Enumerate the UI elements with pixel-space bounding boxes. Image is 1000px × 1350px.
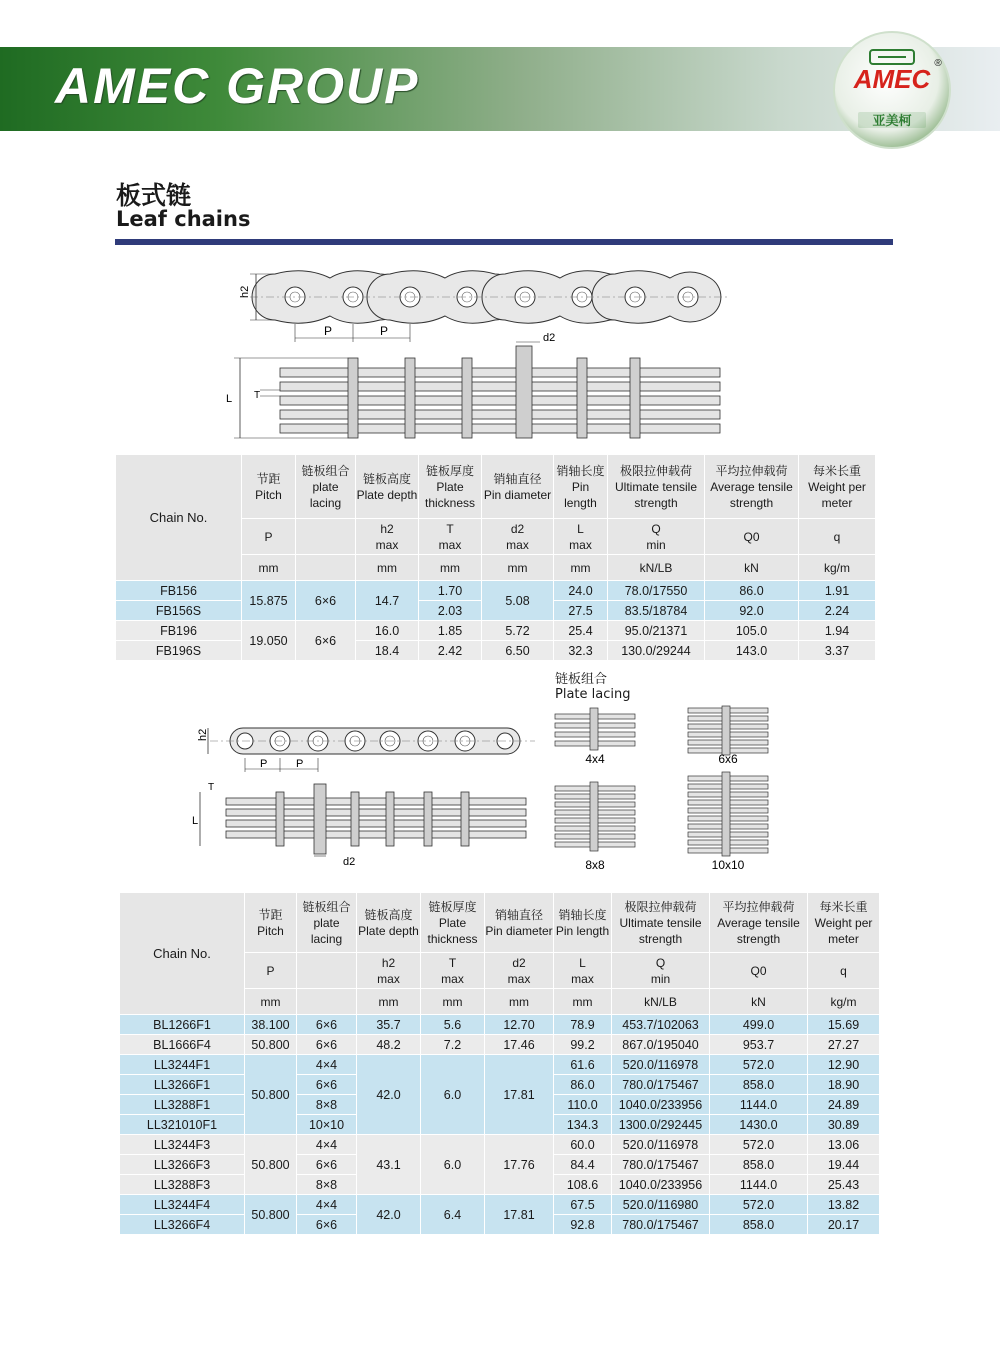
brand-title: AMEC GROUP: [55, 58, 420, 114]
table-row: BL1666F4 50.800 6×6 48.2 7.2 17.46 99.2 867.0/195040 953.7 27.27: [120, 1035, 880, 1055]
chain-no-header-2: Chain No.: [120, 893, 245, 1015]
col-depth-header: 链板高度 Plate depth: [356, 455, 419, 519]
table-row: LL3266F4 6×6 92.8 780.0/175467 858.0 20.17: [120, 1215, 880, 1235]
col-pin-length-header: 销轴长度 Pin length: [554, 455, 608, 519]
col-weight-header: 每米长重 Weight per meter: [799, 455, 876, 519]
h2-label-2: h2: [197, 728, 209, 741]
logo-registered: ®: [934, 58, 942, 69]
lacing-10x10-label: 10x10: [711, 858, 745, 872]
table-row: FB156 15.875 6×6 14.7 1.70 5.08 24.0 78.0/17550 86.0 1.91: [116, 581, 876, 601]
amec-logo: [828, 30, 956, 150]
table-row: LL3244F4 50.800 4×4 42.0 6.4 17.81 67.5 520.0/116980 572.0 13.82: [120, 1195, 880, 1215]
ll-chain-table: Chain No. 节距 Pitch 链板组合 plate lacing 链板高度 Plate depth 链板厚度 Plate thickness 销轴直径 Pin diameter 销轴长度 Pin length 极限拉伸载荷 Ultimate tensile strength 平均拉伸载荷 Average tensile strength 每米长重 Weight per meter P h2 max T max d2 max L max Q min Q0 q mm mm mm mm mm kN/LB kN kg/m BL1266F1 38.100 6×6 35.7 5.6 12.70 78.9 453.7/102063 499.0 15.69 BL1666F4 50.800 6×6 48.2 7.2 17.46 99.2 867.0/195040 953.7 27.27 LL3244F1 50.800 4×4 42.0 6.0 17.81 61.6 520.0/116978 572.0 12.90 LL3266F1 6×6 86.0 780.0/175467 858.0 18.90 LL3288F1 8×8 110.0 1040.0/233956 1144.0 24.89 LL321010F1 10×10 134.3 1300.0/292445 1430.0 30.89 LL3244F3 50.800 4×4 43.1 6.0 17.76 60.0 520.0/116978 572.0 13.06 LL3266F3 6×6 84.4 780.0/175467 858.0 19.44 LL3288F3 8×8 108.6 1040.0/233956 1144.0 25.43 LL3244F4 50.800 4×4 42.0 6.4 17.81 67.5 520.0/116980 572.0 13.82 LL3266F4 6×6 92.8 780.0/175467 858.0 20.17: [119, 892, 880, 1235]
p-label-2: P: [380, 324, 389, 338]
plate-lacing-title: 链板组合 Plate lacing: [555, 672, 631, 702]
table-row: FB156S 2.03 27.5 83.5/18784 92.0 2.24: [116, 601, 876, 621]
fb-chain-diagram: [220, 262, 740, 442]
ll-chain-diagram: [190, 716, 540, 876]
d2-label: d2: [543, 332, 556, 344]
table-row: FB196S 18.4 2.42 6.50 32.3 130.0/29244 143.0 3.37: [116, 641, 876, 661]
table-row: LL3288F1 8×8 110.0 1040.0/233956 1144.0 24.89: [120, 1095, 880, 1115]
section-title-cn: 板式链: [116, 181, 192, 210]
table-row: BL1266F1 38.100 6×6 35.7 5.6 12.70 78.9 453.7/102063 499.0 15.69: [120, 1015, 880, 1035]
lacing-6x6-label: 6x6: [718, 752, 738, 766]
logo-text: AMEC: [853, 64, 931, 94]
title-divider: [115, 239, 893, 245]
table-row: LL3288F3 8×8 108.6 1040.0/233956 1144.0 25.43: [120, 1175, 880, 1195]
col-ultimate-header: 极限拉伸载荷 Ultimate tensile strength: [608, 455, 705, 519]
table-row: LL3266F3 6×6 84.4 780.0/175467 858.0 19.44: [120, 1155, 880, 1175]
lacing-4x4-label: 4x4: [585, 752, 605, 766]
table-row: LL3244F1 50.800 4×4 42.0 6.0 17.81 61.6 520.0/116978 572.0 12.90: [120, 1055, 880, 1075]
lacing-4x4-figure: [555, 708, 635, 750]
d2-label-2: d2: [343, 856, 356, 868]
table-row: LL3244F3 50.800 4×4 43.1 6.0 17.76 60.0 520.0/116978 572.0 13.06: [120, 1135, 880, 1155]
t-label-2: T: [208, 782, 215, 793]
col-pitch-header: 节距 Pitch: [242, 455, 296, 519]
lacing-8x8-figure: [555, 782, 635, 851]
plate-lacing-diagrams: [550, 706, 790, 876]
table-row: LL3266F1 6×6 86.0 780.0/175467 858.0 18.90: [120, 1075, 880, 1095]
col-average-header: 平均拉伸载荷 Average tensile strength: [705, 455, 799, 519]
l-label: L: [226, 393, 233, 405]
col-pin-diameter-header: 销轴直径 Pin diameter: [482, 455, 554, 519]
fb-chain-table: Chain No. 节距 Pitch 链板组合 plate lacing 链板高度 Plate depth 链板厚度 Plate thickness 销轴直径 Pin diameter 销轴长度 Pin length 极限拉伸载荷 Ultimate tensile strength 平均拉伸载荷 Average tensile strength 每米长重 Weight per meter P h2 max T max d2 max L max Q min Q0 q mm mm mm mm mm kN/LB kN kg/m FB156 15.875 6×6 14.7 1.70 5.08 24.0 78.0/17550 86.0 1.91 FB156S 2.03 27.5 83.5/18784 92.0 2.24 FB196 19.050 6×6 16.0 1.85 5.72 25.4 95.0/21371 105.0 1.94 FB196S 18.4 2.42 6.50 32.3 130.0/29244 143.0 3.37: [115, 454, 876, 661]
col-lacing-header: 链板组合 plate lacing: [296, 455, 356, 519]
col-thickness-header: 链板厚度 Plate thickness: [419, 455, 482, 519]
chain-no-header: Chain No.: [116, 455, 242, 581]
h2-label: h2: [239, 285, 251, 298]
t-label: T: [254, 390, 261, 401]
p-label-1: P: [324, 324, 333, 338]
lacing-10x10-figure: [688, 772, 768, 856]
section-title-en: Leaf chains: [116, 207, 251, 231]
l-label-2: L: [192, 815, 199, 827]
table-row: LL321010F1 10×10 134.3 1300.0/292445 1430.0 30.89: [120, 1115, 880, 1135]
table-row: FB196 19.050 6×6 16.0 1.85 5.72 25.4 95.0/21371 105.0 1.94: [116, 621, 876, 641]
p-label-3: P: [260, 758, 268, 770]
lacing-8x8-label: 8x8: [585, 858, 605, 872]
lacing-6x6-figure: [688, 706, 768, 755]
p-label-4: P: [296, 758, 304, 770]
logo-cn-text: 亚美柯: [872, 113, 912, 128]
